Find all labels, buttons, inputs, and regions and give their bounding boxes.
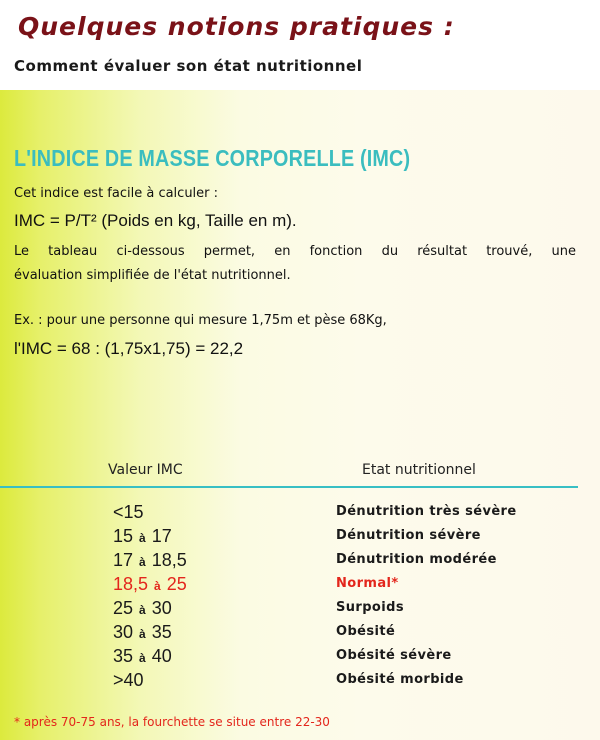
table-row <box>0 670 600 694</box>
intro-text: Cet indice est facile à calculer : <box>14 186 219 201</box>
imc-to: 18,5 <box>151 550 187 570</box>
example-line-2: l'IMC = 68 : (1,75x1,75) = 22,2 <box>14 339 244 358</box>
example-line-1: Ex. : pour une personne qui mesure 1,75m et pèse 68Kg, <box>14 313 387 328</box>
header-band <box>0 0 600 90</box>
imc-from: >40 <box>113 670 144 690</box>
imc-separator: à <box>139 555 146 569</box>
table-row <box>0 622 600 646</box>
imc-range <box>113 502 144 523</box>
description-line-2: évaluation simplifiée de l'état nutritionnel. <box>14 268 291 283</box>
nutrition-state: Dénutrition sévère <box>336 528 481 543</box>
page-title: Quelques notions pratiques : <box>18 12 455 41</box>
table-row <box>0 574 600 598</box>
imc-to: 40 <box>151 646 172 666</box>
imc-from: 25 <box>113 598 134 618</box>
imc-separator: à <box>139 651 146 665</box>
formula-text: IMC = P/T² (Poids en kg, Taille en m). <box>14 211 297 230</box>
imc-from: 18,5 <box>113 574 149 594</box>
imc-range <box>113 598 172 619</box>
imc-separator: à <box>154 579 161 593</box>
imc-to: 25 <box>166 574 187 594</box>
table-row <box>0 502 600 526</box>
imc-separator: à <box>139 531 146 545</box>
table-header-rule <box>0 486 578 488</box>
table-row <box>0 526 600 550</box>
imc-to: 35 <box>151 622 172 642</box>
nutrition-state: Obésité <box>336 624 396 639</box>
table-row <box>0 550 600 574</box>
nutrition-state: Obésité morbide <box>336 672 464 687</box>
nutrition-state: Normal* <box>336 576 399 591</box>
imc-range <box>113 574 187 595</box>
imc-from: <15 <box>113 502 144 522</box>
table-header-value: Valeur IMC <box>108 462 183 478</box>
nutrition-state: Dénutrition très sévère <box>336 504 517 519</box>
table-row <box>0 598 600 622</box>
imc-range <box>113 646 172 667</box>
description-line-1: Le tableau ci-dessous permet, en fonction du résultat trouvé, une <box>14 244 576 259</box>
imc-from: 15 <box>113 526 134 546</box>
page-subtitle: Comment évaluer son état nutritionnel <box>14 57 363 75</box>
nutrition-state: Dénutrition modérée <box>336 552 497 567</box>
imc-range <box>113 526 172 547</box>
imc-to: 30 <box>151 598 172 618</box>
nutrition-state: Surpoids <box>336 600 404 615</box>
table-header-state: Etat nutritionnel <box>362 462 476 478</box>
imc-from: 30 <box>113 622 134 642</box>
nutrition-state: Obésité sévère <box>336 648 452 663</box>
imc-to: 17 <box>151 526 172 546</box>
footnote: * après 70-75 ans, la fourchette se situe entre 22-30 <box>14 715 330 729</box>
imc-from: 17 <box>113 550 134 570</box>
imc-separator: à <box>139 627 146 641</box>
imc-range <box>113 622 172 643</box>
table-row <box>0 646 600 670</box>
imc-range <box>113 550 187 571</box>
imc-separator: à <box>139 603 146 617</box>
imc-from: 35 <box>113 646 134 666</box>
section-title: L'INDICE DE MASSE CORPORELLE (IMC) <box>14 145 411 171</box>
imc-range <box>113 670 144 691</box>
